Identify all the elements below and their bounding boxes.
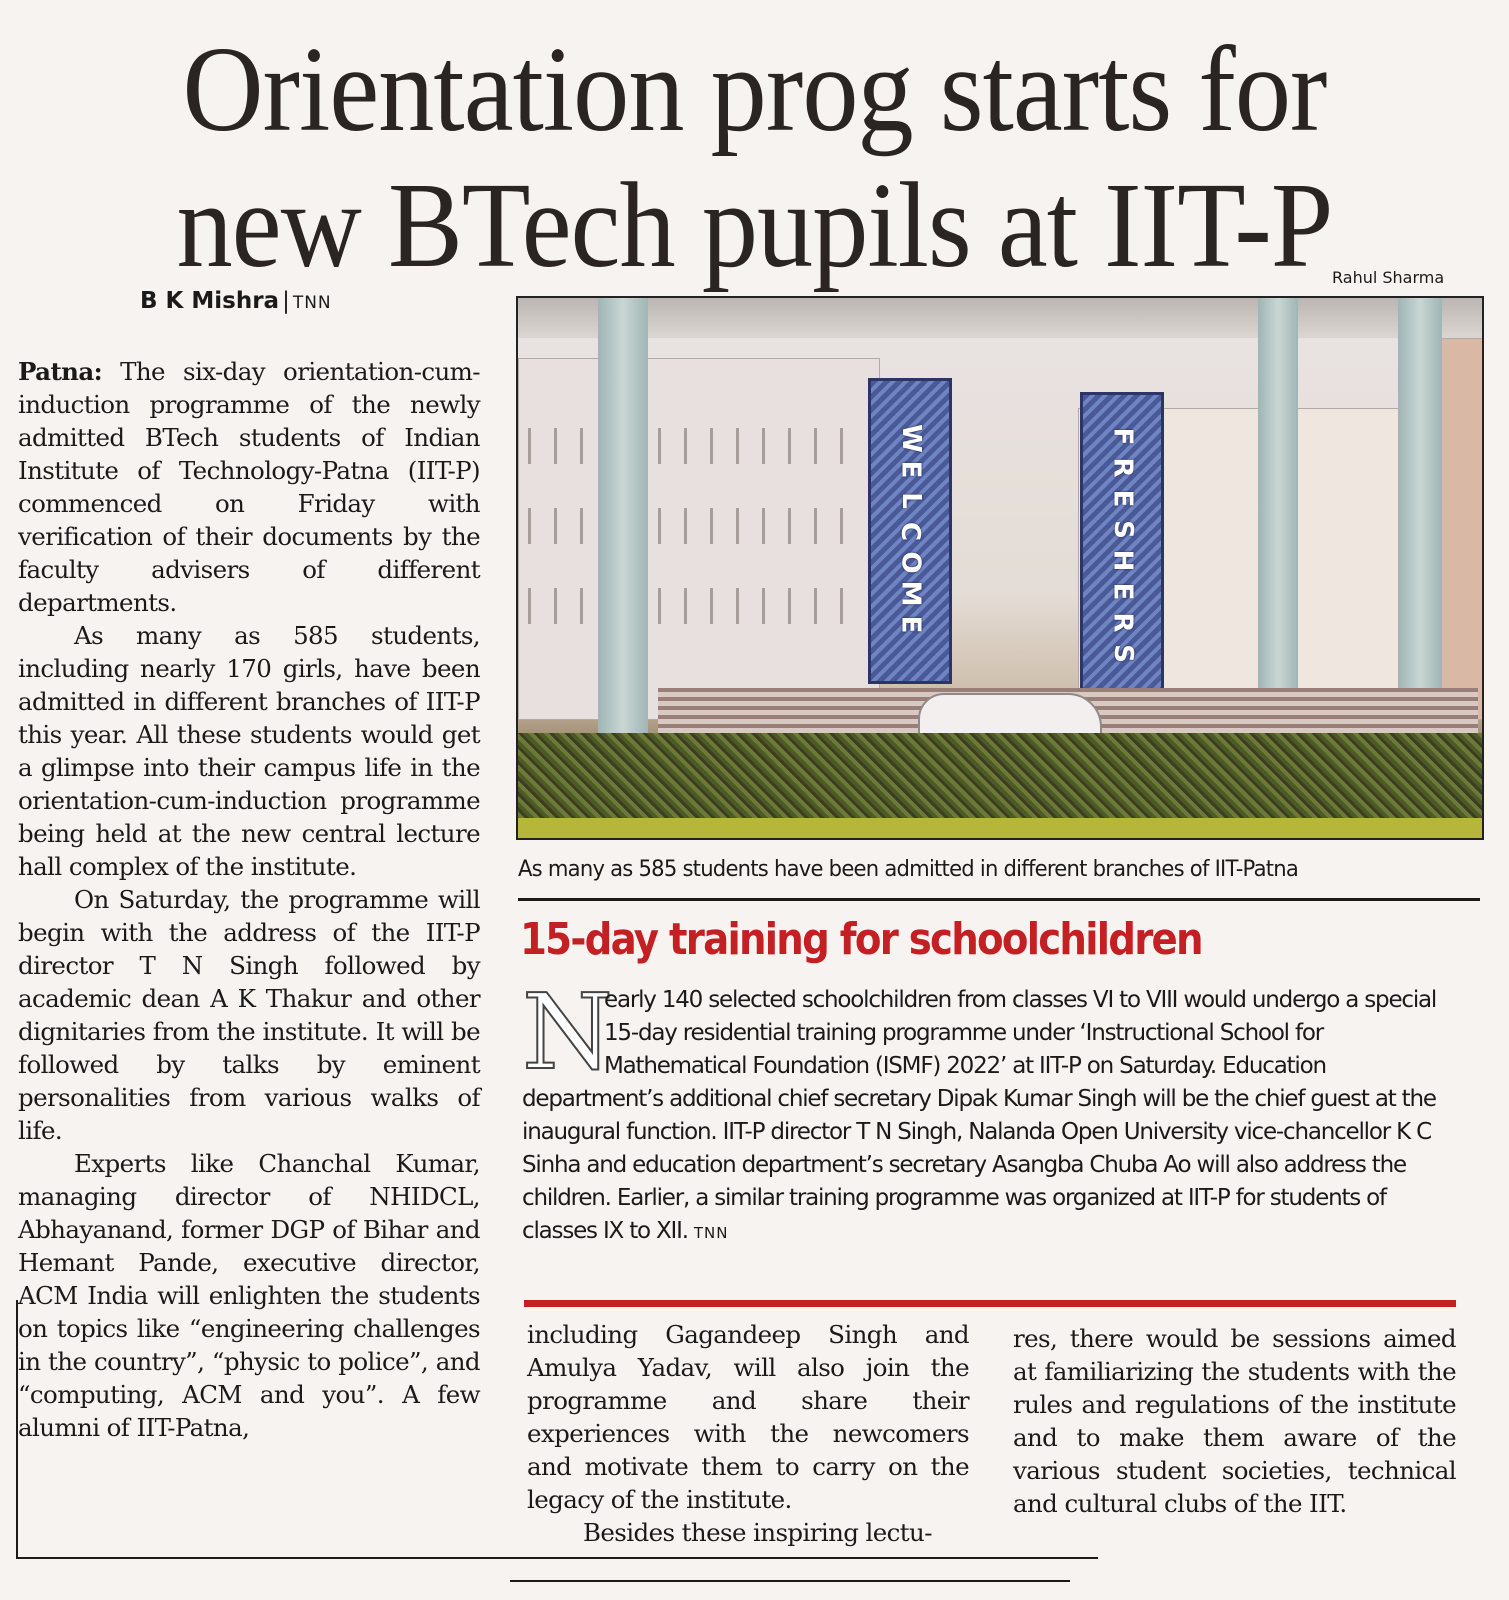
freshers-banner-letter: H [1107, 549, 1138, 572]
photo-grass [518, 818, 1482, 838]
headline-line-1: Orientation prog starts for [182, 22, 1327, 157]
byline-separator: | [282, 288, 290, 314]
headline-line-2: new BTech pupils at IIT-P [176, 158, 1333, 293]
paragraph: Experts like Chanchal Kumar, managing director of NHIDCL, Abhayanand, former DGP of Bihar and Hemant Pande, executive director, ACM India will enlighten the students on topics like “engineering challenges in the country”, “physic to police”, and “computing, ACM and you”. A few alumni of IIT-Patna, [18, 1149, 480, 1442]
welcome-banner-letter: E [895, 615, 926, 633]
column-border-bottom [16, 1557, 1098, 1559]
photo-windows [528, 588, 858, 624]
campus-photo [516, 296, 1484, 840]
photo-pillar [1258, 298, 1298, 718]
dateline: Patna: [18, 357, 103, 386]
red-divider-rule [524, 1300, 1456, 1307]
freshers-banner-letter: E [1107, 489, 1138, 508]
freshers-banner-letter: R [1107, 457, 1138, 478]
welcome-banner [868, 378, 952, 684]
photo-credit: Rahul Sharma [1332, 268, 1445, 287]
freshers-banner-letter: F [1107, 427, 1138, 446]
byline-agency: TNN [292, 293, 332, 313]
freshers-banner-letter: S [1107, 520, 1138, 539]
photo-pillar [598, 298, 648, 738]
freshers-banner [1080, 392, 1164, 698]
middle-column [527, 1318, 969, 1549]
photo-canopy [518, 298, 1482, 338]
column-border-left [16, 1300, 18, 1558]
photo-windows [528, 428, 858, 464]
paragraph: res, there would be sessions aimed at familiarizing the students with the rules and regulations of the institute and to make them aware of the various student societies, technical and cultural clubs of the IIT. [1013, 1324, 1456, 1518]
caption-rule [518, 898, 1480, 901]
headline [0, 22, 1509, 294]
box-story-title: 15-day training for schoolchildren [520, 914, 1202, 965]
byline [140, 288, 332, 314]
box-story-body [522, 971, 1457, 1250]
paragraph: including Gagandeep Singh and Amulya Yadav, will also join the programme and share their experiences with the newcomers and motivate them to carry on the legacy of the institute. [527, 1320, 969, 1514]
photo-windows [528, 508, 858, 544]
paragraph: Besides these inspiring lectu- [583, 1518, 932, 1547]
paragraph-text: The six-day orientation-cum-induction programme of the newly admitted BTech students of Indian Institute of Technology-Patna (IIT-P) commenced on Friday with verification of their documents by the faculty advisers of different departments. [18, 357, 480, 617]
drop-cap: N [522, 971, 612, 1093]
right-column [1013, 1322, 1456, 1520]
freshers-banner-letter: E [1107, 582, 1138, 601]
welcome-banner-letter: M [895, 580, 926, 606]
bottom-rule [510, 1580, 1070, 1582]
welcome-banner-letter: O [895, 550, 926, 574]
welcome-banner-letter: L [895, 491, 926, 509]
welcome-banner-letter: W [895, 423, 926, 453]
freshers-banner-letter: R [1107, 612, 1138, 633]
box-story-agency: TNN [693, 1224, 729, 1242]
byline-author: B K Mishra [140, 288, 280, 314]
welcome-banner-letter: C [895, 521, 926, 541]
box-story-text: early 140 selected schoolchildren from classes VI to VIII would undergo a special 15-day residential training programme under ‘Instructional School for Mathematical Foundation (ISMF) 2022’ at IIT-P on Saturday. Education department’s additional chief secretary Dipak Kumar Singh will be the chief guest at the inaugural function. IIT-P director T N Singh, Nalanda Open University vice-chancellor K C Sinha and education department’s secretary Asangba Chuba Ao will also address the children. Earlier, a similar training programme was organized at IIT-P for students of classes IX to XII. [522, 987, 1437, 1244]
paragraph: On Saturday, the programme will begin with the address of the IIT-P director T N Singh followed by academic dean A K Thakur and other dignitaries from the institute. It will be followed by talks by eminent personalities from various walks of life. [18, 885, 480, 1145]
welcome-banner-letter: E [895, 460, 926, 478]
photo-caption: As many as 585 students have been admitted in different branches of IIT-Patna [518, 857, 1299, 882]
paragraph: As many as 585 students, including nearly 170 girls, have been admitted in different branches of IIT-P this year. All these students would get a glimpse into their campus life in the orientation-cum-induction programme being held at the new central lecture hall complex of the institute. [18, 621, 480, 881]
left-column [18, 355, 480, 1444]
freshers-banner-letter: S [1107, 644, 1138, 663]
paragraph [18, 355, 480, 619]
photo-pillar [1398, 298, 1442, 718]
